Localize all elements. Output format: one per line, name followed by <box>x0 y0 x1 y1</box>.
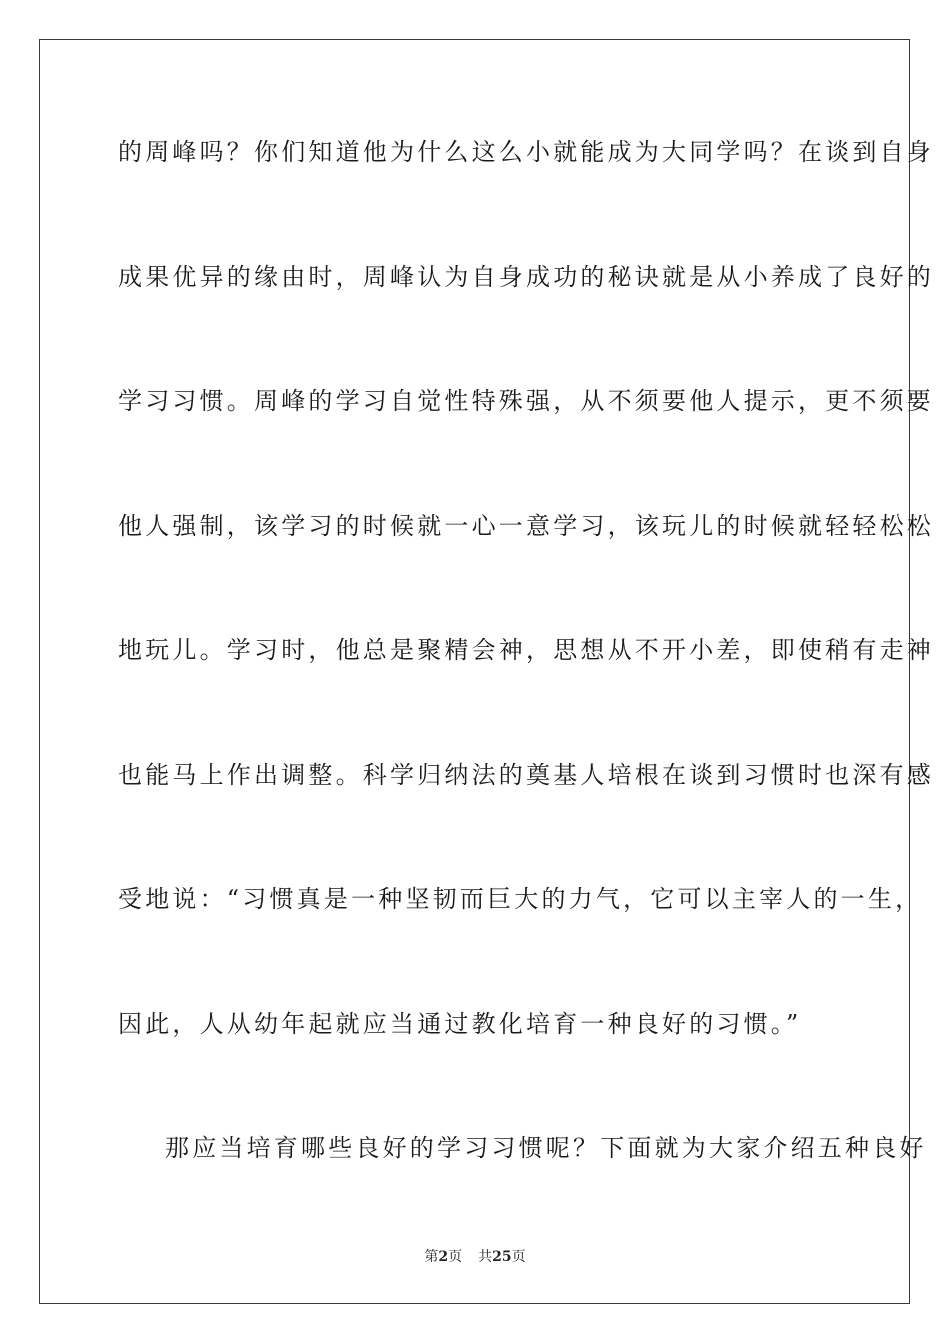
body-text-line-4: 他人强制，该学习的时候就一心一意学习，该玩儿的时候就轻轻松松 <box>118 512 934 540</box>
body-text-line-6: 也能马上作出调整。科学归纳法的奠基人培根在谈到习惯时也深有感 <box>118 761 934 789</box>
body-text-line-2: 成果优异的缘由时，周峰认为自身成功的秘诀就是从小养成了良好的 <box>118 263 934 291</box>
total-suffix: 页 <box>511 1249 526 1265</box>
body-text-line-3: 学习习惯。周峰的学习自觉性特殊强，从不须要他人提示，更不须要 <box>118 387 934 415</box>
body-text-line-7: 受地说：“习惯真是一种坚韧而巨大的力气，它可以主宰人的一生， <box>118 885 923 913</box>
body-text-line-5: 地玩儿。学习时，他总是聚精会神，思想从不开小差，即使稍有走神 <box>118 636 934 664</box>
page-suffix: 页 <box>448 1249 463 1265</box>
page-border <box>39 39 934 1304</box>
body-text-line-1: 的周峰吗？你们知道他为什么这么小就能成为大同学吗？在谈到自身 <box>118 138 934 166</box>
total-prefix: 共 <box>478 1249 493 1265</box>
body-text-line-9-paragraph-start: 那应当培育哪些良好的学习习惯呢？下面就为大家介绍五种良好 <box>165 1134 927 1162</box>
page-footer <box>0 1248 950 1266</box>
body-text-line-8: 因此，人从幼年起就应当通过教化培育一种良好的习惯。” <box>118 1010 802 1038</box>
page-prefix: 第 <box>424 1249 439 1265</box>
total-pages: 25 <box>492 1249 512 1265</box>
page-number: 2 <box>438 1249 449 1265</box>
